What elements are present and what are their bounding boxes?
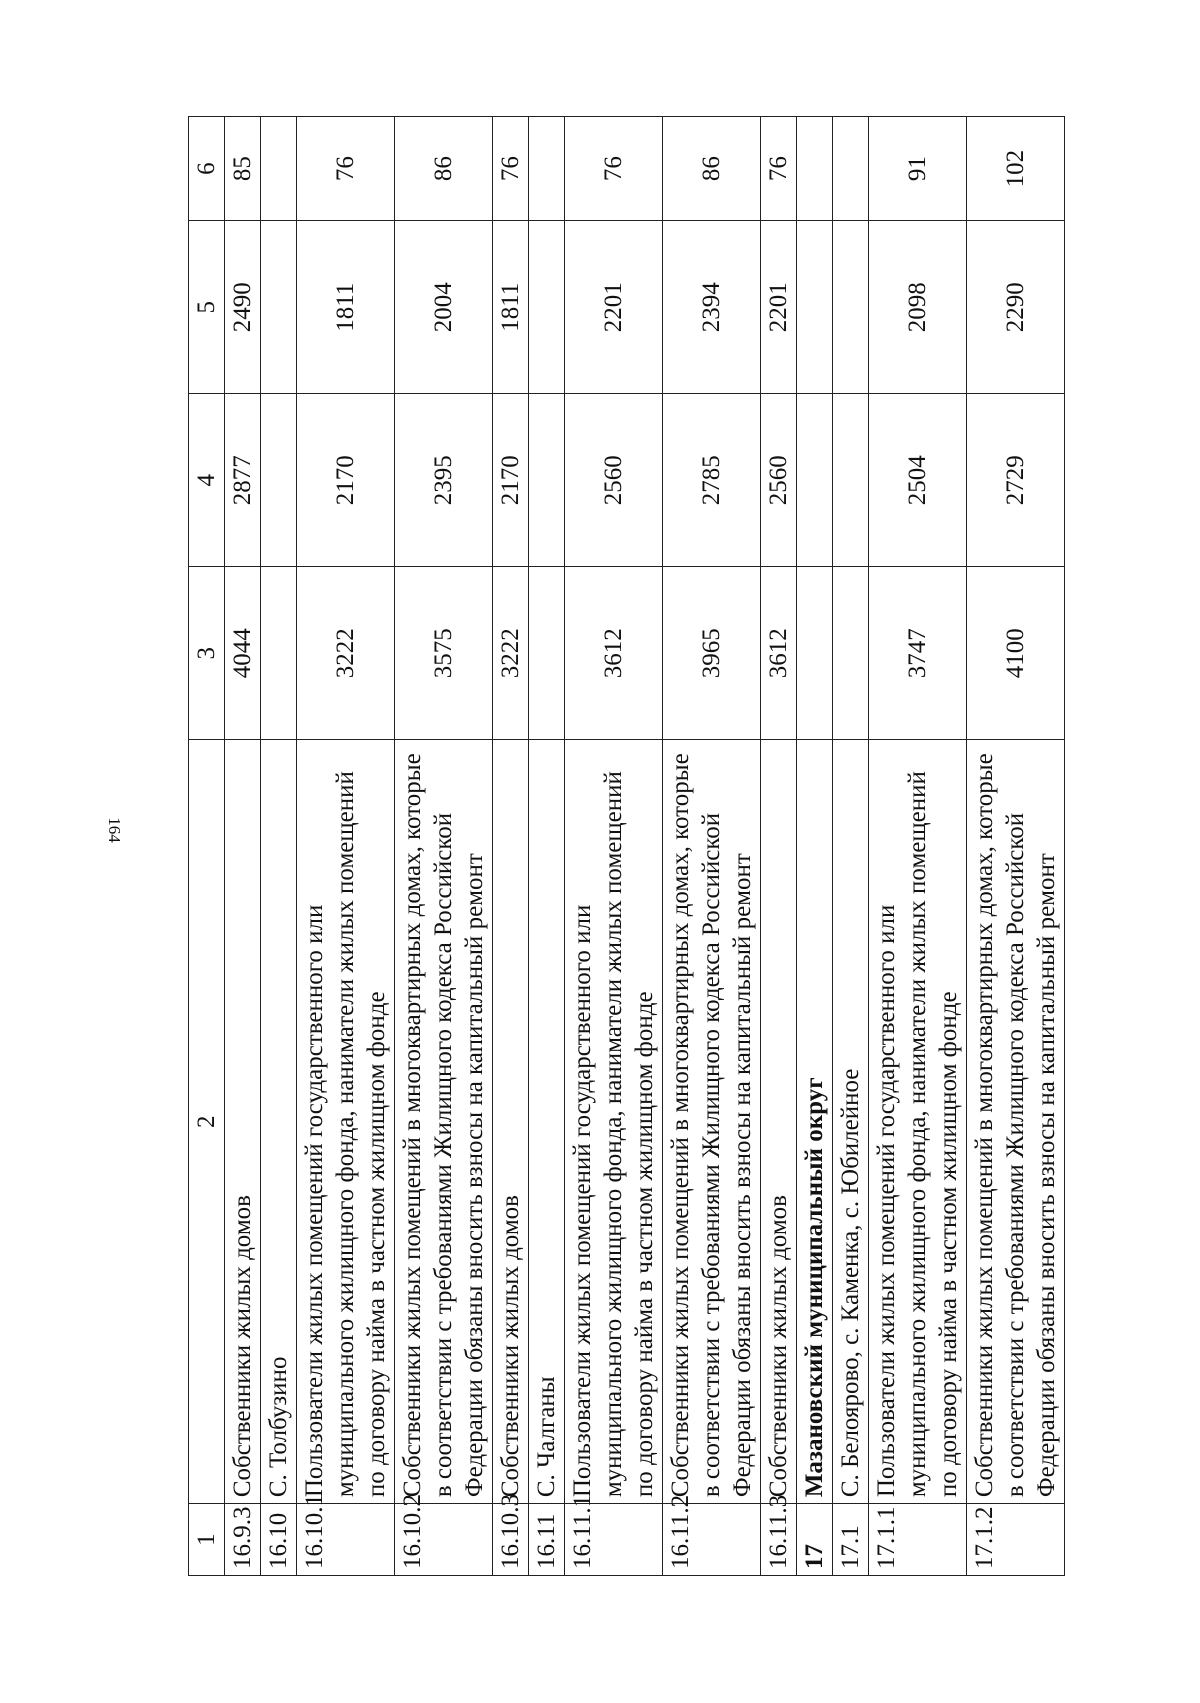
row-value-col6-cell: 76 — [565, 117, 663, 221]
row-value-col4-cell: 2504 — [869, 394, 967, 567]
row-code-cell: 16.11 — [529, 1504, 565, 1576]
row-value-col5-cell — [797, 221, 833, 394]
row-name-cell: Собственники жилых помещений в многоквартирных домах, которые в соответствии с требованиями Жилищного кодекса Российской Федерации обязаны вносить взносы на капитальный ремонт — [395, 740, 493, 1504]
row-value-col5-cell: 2490 — [225, 221, 261, 394]
row-name-cell: Собственники жилых домов — [225, 740, 261, 1504]
row-name-cell: Пользователи жилых помещений государственного или муниципального жилищного фонда, наниматели жилых помещений по договору найма в частном жилищном фонде — [565, 740, 663, 1504]
row-value-col6-cell: 76 — [493, 117, 529, 221]
row-code-cell: 16.10.2 — [395, 1504, 493, 1576]
header-cell-6: 6 — [189, 117, 225, 221]
row-value-col4-cell: 2877 — [225, 394, 261, 567]
row-value-col3-cell: 3575 — [395, 567, 493, 740]
row-value-col4-cell — [529, 394, 565, 567]
row-value-col6-cell — [529, 117, 565, 221]
table-row — [869, 117, 967, 1576]
row-value-col3-cell: 4100 — [967, 567, 1065, 740]
row-value-col3-cell — [833, 567, 869, 740]
row-value-col3-cell — [529, 567, 565, 740]
table-row — [663, 117, 761, 1576]
row-code-cell: 17.1.2 — [967, 1504, 1065, 1576]
row-value-col5-cell — [529, 221, 565, 394]
row-name-cell: Собственники жилых помещений в многоквартирных домах, которые в соответствии с требованиями Жилищного кодекса Российской Федерации обязаны вносить взносы на капитальный ремонт — [663, 740, 761, 1504]
row-value-col5-cell — [833, 221, 869, 394]
row-value-col3-cell: 3747 — [869, 567, 967, 740]
row-value-col3-cell: 3612 — [761, 567, 797, 740]
row-value-col3-cell: 3222 — [297, 567, 395, 740]
table-row — [565, 117, 663, 1576]
tariff-table — [188, 116, 1065, 1576]
row-value-col5-cell: 2394 — [663, 221, 761, 394]
table-row — [261, 117, 297, 1576]
row-code-cell: 17.1 — [833, 1504, 869, 1576]
row-code-cell: 16.11.2 — [663, 1504, 761, 1576]
row-value-col3-cell: 4044 — [225, 567, 261, 740]
row-name-cell: Пользователи жилых помещений государственного или муниципального жилищного фонда, наниматели жилых помещений по договору найма в частном жилищном фонде — [297, 740, 395, 1504]
table-row — [833, 117, 869, 1576]
table-row — [395, 117, 493, 1576]
row-value-col4-cell: 2560 — [565, 394, 663, 567]
row-value-col5-cell: 2201 — [565, 221, 663, 394]
row-value-col6-cell — [797, 117, 833, 221]
row-value-col5-cell: 2201 — [761, 221, 797, 394]
table-row — [297, 117, 395, 1576]
row-code-cell: 16.11.3 — [761, 1504, 797, 1576]
row-value-col6-cell: 86 — [395, 117, 493, 221]
row-name-cell: С. Толбузино — [261, 740, 297, 1504]
row-value-col3-cell — [797, 567, 833, 740]
table-row — [225, 117, 261, 1576]
table-row — [967, 117, 1065, 1576]
row-value-col4-cell: 2785 — [663, 394, 761, 567]
row-value-col6-cell: 85 — [225, 117, 261, 221]
rotated-table-wrapper — [188, 116, 1060, 1576]
row-name-cell: Собственники жилых домов — [493, 740, 529, 1504]
row-name-cell: Собственники жилых помещений в многоквартирных домах, которые в соответствии с требованиями Жилищного кодекса Российской Федерации обязаны вносить взносы на капитальный ремонт — [967, 740, 1065, 1504]
header-cell-3: 3 — [189, 567, 225, 740]
row-name-cell: Собственники жилых домов — [761, 740, 797, 1504]
row-value-col4-cell: 2170 — [493, 394, 529, 567]
row-name-cell: Мазановский муниципальный округ — [797, 740, 833, 1504]
table-row — [797, 117, 833, 1576]
table-row — [529, 117, 565, 1576]
row-value-col5-cell — [261, 221, 297, 394]
row-value-col6-cell — [833, 117, 869, 221]
row-code-cell: 16.10.1 — [297, 1504, 395, 1576]
row-value-col6-cell — [261, 117, 297, 221]
row-code-cell: 17.1.1 — [869, 1504, 967, 1576]
row-value-col4-cell: 2170 — [297, 394, 395, 567]
table-body — [189, 117, 1065, 1576]
row-value-col3-cell: 3612 — [565, 567, 663, 740]
row-value-col4-cell — [797, 394, 833, 567]
row-value-col5-cell: 1811 — [297, 221, 395, 394]
row-value-col5-cell: 2290 — [967, 221, 1065, 394]
header-cell-2: 2 — [189, 740, 225, 1504]
row-value-col6-cell: 102 — [967, 117, 1065, 221]
row-value-col6-cell: 76 — [761, 117, 797, 221]
header-cell-4: 4 — [189, 394, 225, 567]
table-row — [493, 117, 529, 1576]
row-code-cell: 16.11.1 — [565, 1504, 663, 1576]
row-value-col4-cell: 2395 — [395, 394, 493, 567]
row-value-col6-cell: 86 — [663, 117, 761, 221]
row-code-cell: 16.9.3 — [225, 1504, 261, 1576]
header-cell-5: 5 — [189, 221, 225, 394]
page-number: 164 — [105, 817, 124, 843]
row-name-cell: С. Чалганы — [529, 740, 565, 1504]
header-cell-1: 1 — [189, 1504, 225, 1576]
table-row — [761, 117, 797, 1576]
row-value-col5-cell: 2004 — [395, 221, 493, 394]
row-value-col6-cell: 76 — [297, 117, 395, 221]
row-value-col4-cell: 2560 — [761, 394, 797, 567]
header-row — [189, 117, 225, 1576]
row-value-col3-cell — [261, 567, 297, 740]
row-value-col3-cell: 3222 — [493, 567, 529, 740]
row-value-col5-cell: 1811 — [493, 221, 529, 394]
row-code-cell: 17 — [797, 1504, 833, 1576]
row-value-col4-cell — [261, 394, 297, 567]
row-value-col4-cell — [833, 394, 869, 567]
row-code-cell: 16.10 — [261, 1504, 297, 1576]
row-value-col4-cell: 2729 — [967, 394, 1065, 567]
row-name-cell: С. Белоярово, с. Каменка, с. Юбилейное — [833, 740, 869, 1504]
row-value-col3-cell: 3965 — [663, 567, 761, 740]
row-name-cell: Пользователи жилых помещений государственного или муниципального жилищного фонда, наниматели жилых помещений по договору найма в частном жилищном фонде — [869, 740, 967, 1504]
row-code-cell: 16.10.3 — [493, 1504, 529, 1576]
row-value-col5-cell: 2098 — [869, 221, 967, 394]
row-value-col6-cell: 91 — [869, 117, 967, 221]
